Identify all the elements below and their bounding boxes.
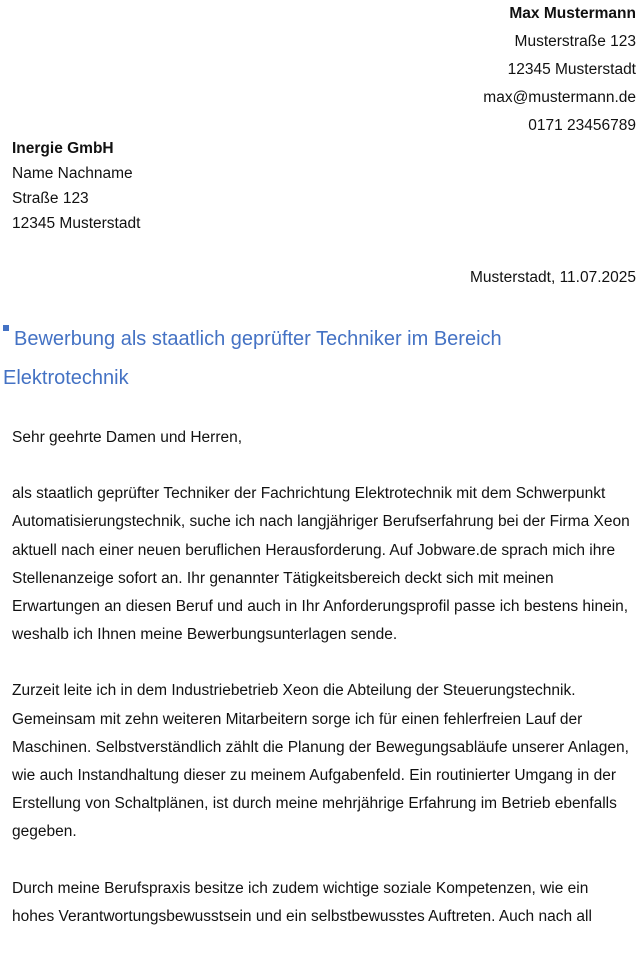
letter-body — [12, 424, 630, 959]
sender-block — [483, 0, 636, 140]
paragraph-1: als staatlich geprüfter Techniker der Fachrichtung Elektrotechnik mit dem Schwerpunkt Automatisierungstechnik, suche ich nach langjähriger Berufserfahrung bei der Firma Xeon aktuell nach einer neuen beruflichen Herausforderung. Auf Jobware.de sprach mich ihre Stellenanzeige sofort an. Ihr genannter Tätigkeitsbereich deckt sich mit meinen Erwartungen an diesen Beruf und auch in Ihr Anforderungsprofil passe ich bestens hinein, weshalb ich Ihnen meine Bewerbungsunterlagen sende. — [12, 485, 630, 644]
recipient-city: 12345 Musterstadt — [12, 215, 141, 232]
subject-line-2: Elektrotechnik — [3, 367, 129, 389]
recipient-contact: Name Nachname — [12, 165, 133, 182]
subject-line-1: Bewerbung als staatlich geprüfter Techniker im Bereich — [14, 328, 502, 350]
recipient-company: Inergie GmbH — [12, 140, 114, 157]
sender-phone: 0171 23456789 — [528, 117, 636, 134]
paragraph-2: Zurzeit leite ich in dem Industriebetrieb Xeon die Abteilung der Steuerungstechnik. Gemeinsam mit zehn weiteren Mitarbeitern sorge ich für einen fehlerfreien Lauf der Maschinen. Selbstverständlich zählt die Planung der Bewegungsabläufe unserer Anlagen, wie auch Instandhaltung dieser zu meinem Aufgabenfeld. Ein routinierter Umgang in der Erstellung von Schaltplänen, ist durch meine mehrjährige Erfahrung im Betrieb ebenfalls gegeben. — [12, 682, 629, 841]
sender-name: Max Mustermann — [509, 5, 636, 22]
date-line: Musterstadt, 11.07.2025 — [469, 269, 636, 286]
greeting: Sehr geehrte Damen und Herren, — [12, 429, 243, 446]
sender-email: max@mustermann.de — [483, 89, 636, 106]
recipient-block — [12, 136, 140, 236]
recipient-street: Straße 123 — [12, 190, 89, 207]
subject-heading — [3, 320, 633, 398]
paragraph-3: Durch meine Berufspraxis besitze ich zudem wichtige soziale Kompetenzen, wie ein hohes Verantwortungsbewusstsein und ein selbstbewusstes Auftreten. Auch nach all — [12, 879, 592, 925]
sender-city: 12345 Musterstadt — [507, 61, 636, 78]
sender-street: Musterstraße 123 — [514, 33, 636, 50]
